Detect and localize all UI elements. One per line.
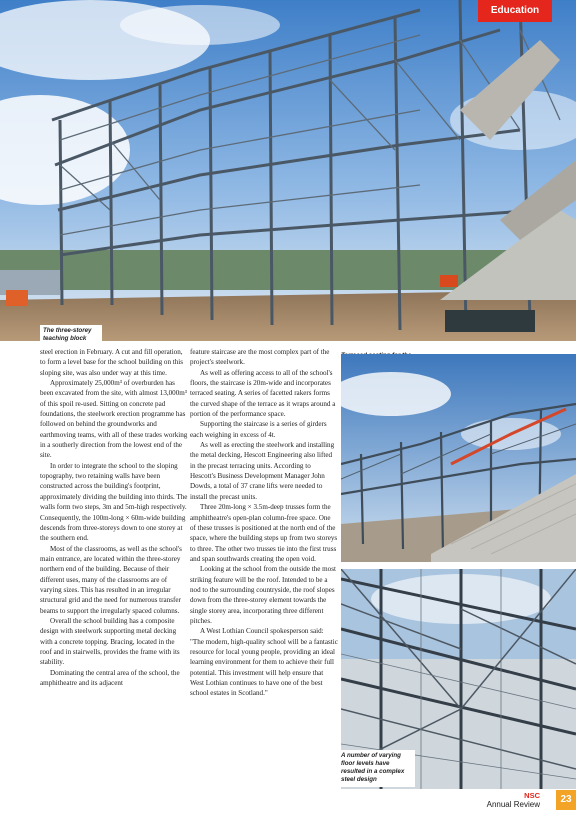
publication-name: Annual Review bbox=[486, 800, 540, 809]
paragraph: Looking at the school from the outside the most striking feature will be the roof. Intended to be a nod to the surrounding countryside, the roof slopes down from the three-storey element towards the single storey area, incorporating three different pitches. bbox=[190, 565, 336, 625]
paragraph: Approximately 25,000m³ of overburden has been excavated from the site, with almost 13,000m³ of this spoil re-used. Sitting on concrete pad foundations, the steelwork erection programme has followed on behind the groundworks and earthmoving teams, with all of these trades working in a southerly direction from the lowest end of the site. bbox=[40, 379, 188, 460]
footer bbox=[487, 791, 540, 809]
paragraph: Most of the classrooms, as well as the school's main entrance, are located within the three-storey northern end of the building. Because of their different uses, many of the classrooms are of varying sizes. This has resulted in an irregular structural grid and the need for numerous transfer beams to support the irregularly spaced columns. bbox=[40, 544, 182, 615]
paragraph: As well as erecting the steelwork and installing the metal decking, Hescott Engineering also lifted in the precast terracing units. According to Hescott's Business Development Manager John Dowds, a total of 37 crane lifts were needed to install the precast units. bbox=[190, 441, 335, 501]
hero-caption: The three-storey teaching block bbox=[40, 325, 102, 345]
paragraph: Overall the school building has a composite design with steelwork supporting metal decking with a concrete topping. Bracing, located in the roof and in stairwells, provides the frame with its stability. bbox=[40, 616, 180, 667]
paragraph: In order to integrate the school to the sloping topography, two retaining walls have been constructed across the building's footprint, approximately dividing the building into thirds. The walls form two steps, 3m and 5m-high respectively. Consequently, the 100m-long × 60m-wide building descends from three-storeys down to one storey at the southern end. bbox=[40, 461, 188, 543]
article-column-2 bbox=[190, 347, 338, 699]
paragraph: A West Lothian Council spokesperson said: "The modern, high-quality school will be a fantastic resource for local young people, providing an ideal learning environment for them to achieve their full potential. This investment will help ensure that West Lothian continues to have one of the best school estates in Scotland." bbox=[190, 627, 338, 698]
paragraph: Dominating the central area of the school, the amphitheatre and its adjacent bbox=[40, 668, 180, 687]
steel-frame-photo-icon bbox=[341, 354, 576, 562]
paragraph: Three 20m-long × 3.5m-deep trusses form the amphitheatre's open-plan column-free space. One of these trusses is positioned at the north end of the space, where the building steps up from two storeys to three. The other two trusses tie into the first truss and span southwards creating the open void. bbox=[190, 503, 338, 563]
steel-frame-photo-icon bbox=[0, 0, 576, 341]
page-number: 23 bbox=[556, 790, 576, 810]
paragraph: Supporting the staircase is a series of girders each weighing in excess of 4t. bbox=[190, 420, 327, 439]
paragraph: feature staircase are the most complex part of the project's steelwork. bbox=[190, 348, 330, 367]
paragraph: steel erection in February. A cut and fill operation, to form a level base for the school building on this sloping site, was also under way at this time. bbox=[40, 348, 184, 377]
section-tab: Education bbox=[478, 0, 552, 22]
roof-caption: A number of varying floor levels have resulted in a complex steel design bbox=[341, 750, 415, 787]
terrace-photo bbox=[341, 354, 576, 562]
hero-photo bbox=[0, 0, 576, 341]
brand-logo: NSC bbox=[524, 791, 540, 800]
article-column-1 bbox=[40, 347, 188, 688]
paragraph: As well as offering access to all of the school's floors, the staircase is 20m-wide and incorporates terraced seating. A series of facetted rakers forms the curved shape of the terrace as it wraps around a portion of the performance space. bbox=[190, 368, 336, 419]
